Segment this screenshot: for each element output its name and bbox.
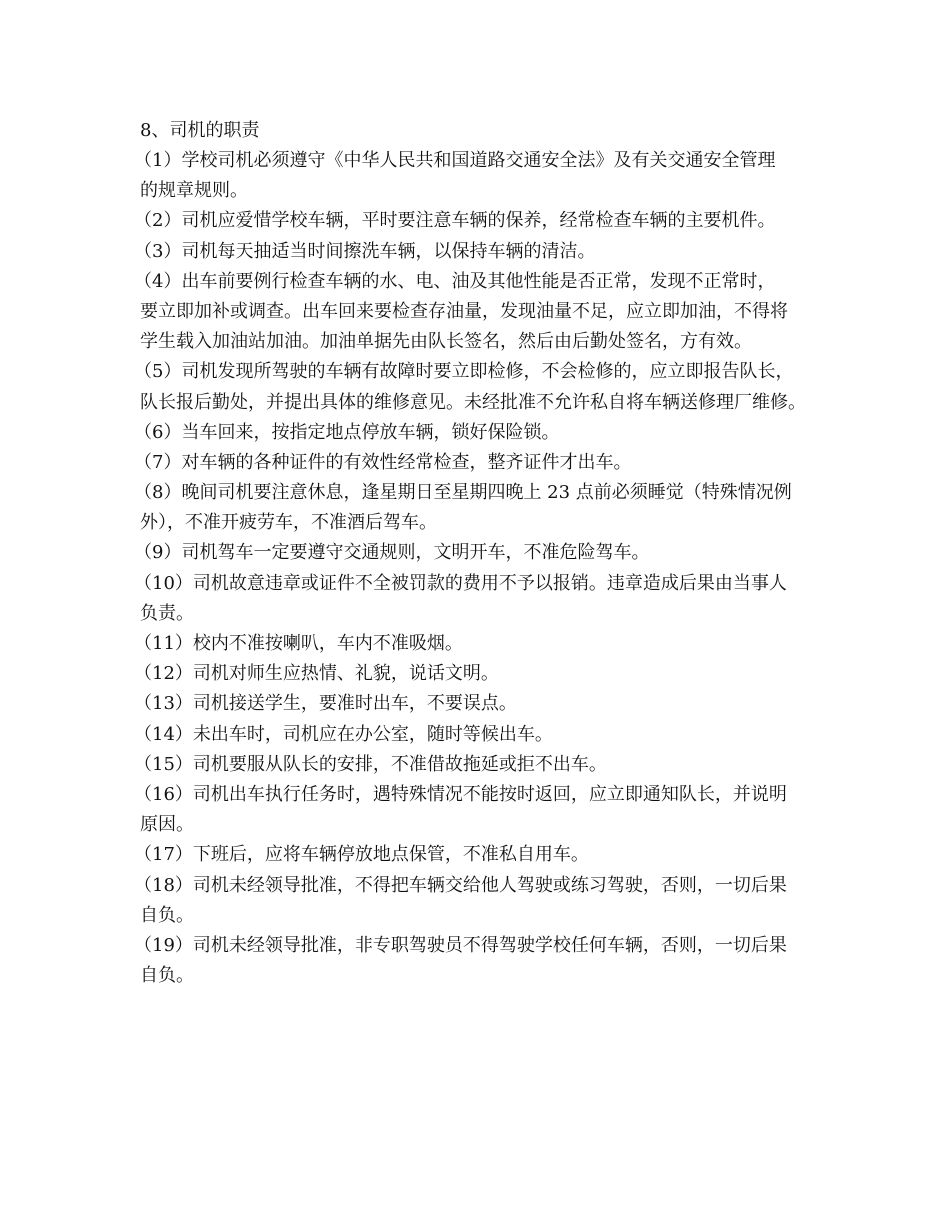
duty-item-text: （3）司机每天抽适当时间擦洗车辆，以保持车辆的清洁。 — [134, 240, 596, 262]
duty-list — [134, 147, 830, 992]
duty-item-text: （14）未出车时，司机应在办公室，随时等候出车。 — [134, 723, 553, 745]
duty-item-continuation: 要立即加补或调查。出车回来要检查存油量，发现油量不足，应立即加油，不得将 — [140, 300, 788, 322]
duty-item — [134, 479, 830, 539]
duty-item-continuation: 学生载入加油站加油。加油单据先由队长签名，然后由后勤处签名，方有效。 — [140, 331, 752, 353]
duty-item — [134, 419, 830, 449]
duty-item — [134, 238, 830, 268]
duty-item-continuation: 负责。 — [140, 602, 194, 624]
duty-item — [134, 147, 830, 207]
duty-item-text: （9）司机驾车一定要遵守交通规则，文明开车，不准危险驾车。 — [134, 542, 650, 564]
duty-item — [134, 268, 830, 359]
duty-item-text: （18）司机未经领导批准，不得把车辆交给他人驾驶或练习驾驶，否则，一切后果 — [134, 874, 787, 896]
duty-item-text: （10）司机故意违章或证件不全被罚款的费用不予以报销。违章造成后果由当事人 — [134, 572, 787, 594]
duty-item-text: （5）司机发现所驾驶的车辆有故障时要立即检修，不会检修的，应立即报告队长， — [134, 361, 794, 383]
duty-item-text: （11）校内不准按喇叭，车内不准吸烟。 — [134, 633, 463, 654]
duty-item-text: （1）学校司机必须遵守《中华人民共和国道路交通安全法》及有关交通安全管理 — [134, 150, 776, 171]
document-body — [134, 117, 830, 992]
duty-item — [134, 872, 830, 932]
duty-item — [134, 449, 830, 479]
duty-item — [134, 660, 830, 690]
duty-item — [134, 781, 830, 841]
duty-item — [134, 358, 830, 418]
duty-item — [134, 721, 830, 751]
duty-item-continuation: 的规章规则。 — [140, 180, 248, 202]
duty-item-continuation: 自负。 — [140, 904, 194, 926]
duty-item — [134, 751, 830, 781]
duty-item-text: （7）对车辆的各种证件的有效性经常检查，整齐证件才出车。 — [134, 451, 632, 473]
duty-item — [134, 841, 830, 871]
duty-item-text: （16）司机出车执行任务时，遇特殊情况不能按时返回，应立即通知队长，并说明 — [134, 783, 787, 805]
duty-item — [134, 932, 830, 992]
duty-item-text: （13）司机接送学生，要准时出车，不要误点。 — [134, 693, 517, 715]
duty-item-continuation: 队长报后勤处，并提出具体的维修意见。未经批准不允许私自将车辆送修理厂维修。 — [140, 391, 806, 413]
duty-item — [134, 570, 830, 630]
duty-item-continuation: 自负。 — [140, 965, 194, 987]
duty-item — [134, 207, 830, 237]
duty-item-continuation: 原因。 — [140, 814, 194, 836]
duty-item — [134, 690, 830, 720]
duty-item-text: （8）晚间司机要注意休息，逢星期日至星期四晚上 23 点前必须睡觉（特殊情况例 — [134, 482, 792, 504]
duty-item-text: （6）当车回来，按指定地点停放车辆，锁好保险锁。 — [134, 421, 560, 443]
duty-item — [134, 539, 830, 569]
duty-item-text: （19）司机未经领导批准，非专职驾驶员不得驾驶学校任何车辆，否则，一切后果 — [134, 934, 787, 956]
duty-item — [134, 630, 830, 660]
duty-item-text: （17）下班后，应将车辆停放地点保管，不准私自用车。 — [134, 844, 589, 866]
duty-item-text: （2）司机应爱惜学校车辆，平时要注意车辆的保养，经常检查车辆的主要机件。 — [134, 210, 776, 232]
duty-item-text: （4）出车前要例行检查车辆的水、电、油及其他性能是否正常，发现不正常时， — [134, 270, 776, 292]
duty-item-continuation: 外），不准开疲劳车，不准酒后驾车。 — [140, 512, 437, 534]
section-heading: 8、司机的职责 — [140, 120, 260, 141]
duty-item-text: （12）司机对师生应热情、礼貌，说话文明。 — [134, 663, 499, 685]
duty-item-text: （15）司机要服从队长的安排，不准借故拖延或拒不出车。 — [134, 753, 607, 775]
